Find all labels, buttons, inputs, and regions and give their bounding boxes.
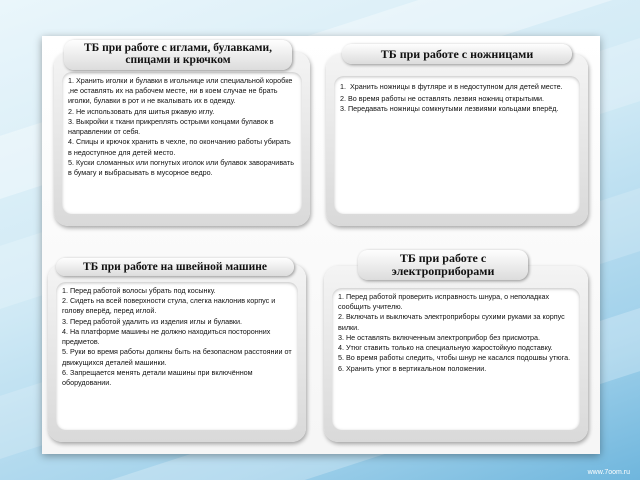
list-item: 3. Передавать ножницы сомкнутыми лезвиями кольцами вперёд. <box>340 104 559 114</box>
card-scissors-numbered <box>334 76 580 92</box>
card-needles-title: ТБ при работе с иглами, булавками, спицами и крючком <box>64 40 292 70</box>
list-item: 1. Перед работой волосы убрать под косынку. <box>62 286 216 295</box>
list-item: 4. Утюг ставить только на специальную жаростойкую подставку. <box>338 343 553 353</box>
card-electrical <box>324 266 588 442</box>
list-item: 3. Перед работой удалить из изделия иглы и булавки. <box>62 316 243 326</box>
card-needles-body <box>62 72 302 214</box>
card-needles <box>54 52 310 226</box>
card-electrical-title: ТБ при работе с электроприборами <box>358 250 528 280</box>
card-electrical-list <box>332 288 580 374</box>
card-sewing-title: ТБ при работе на швейной машине <box>56 258 294 276</box>
list-item: 4. На платформе машины не должно находиться посторонних предметов. <box>62 326 271 347</box>
site-watermark: www.7oom.ru <box>587 469 630 476</box>
card-needles-list <box>62 72 302 178</box>
card-scissors-body <box>334 76 580 214</box>
card-sewing-body <box>56 282 298 430</box>
list-item: 5. Руки во время работы должны быть на безопасном расстоянии от движущихся деталей машинки. <box>62 347 292 367</box>
card-electrical-body <box>332 288 580 430</box>
list-item: 1. Хранить иголки и булавки в игольнице или специальной коробке ,не оставлять их на рабочем месте, ни в коем случае не брать иголки, булавки в рот и не вкалывать их в одежду. <box>68 76 293 106</box>
list-item: 2. Во время работы не оставлять лезвия ножниц открытыми. <box>340 94 545 104</box>
list-item: 2. Сидеть на всей поверхности стула, слегка наклонив корпус и голову вперёд, перед иглой. <box>62 296 276 316</box>
list-item: 1. Хранить ножницы в футляре и в недоступном для детей месте. <box>348 82 574 92</box>
card-scissors-title: ТБ при работе с ножницами <box>342 44 572 64</box>
list-item: 5. Куски сломанных или погнутых иголок или булавок заворачивать в бумагу и выбрасывать в мусорное ведро. <box>68 157 294 177</box>
list-item: 1. Перед работой проверить исправность шнура, о неполадках сообщить учителю. <box>338 292 550 312</box>
list-item: 3. Выкройки к ткани прикреплять острыми концами булавок в направлении от себя. <box>68 116 274 137</box>
card-sewing-list <box>56 282 298 388</box>
list-item: 2. Включать и выключать электроприборы сухими руками за корпус вилки. <box>338 312 565 332</box>
slide <box>42 36 600 454</box>
card-scissors <box>326 54 588 226</box>
list-item: 2. Не использовать для шитья ржавую иглу. <box>68 106 215 116</box>
card-scissors-list <box>334 92 580 114</box>
list-item: 4. Спицы и крючок хранить в чехле, по окончанию работы убирать в недоступное для детей место. <box>68 137 291 157</box>
list-item: 5. Во время работы следить, чтобы шнур не касался подошвы утюга. <box>338 353 571 363</box>
card-sewing <box>48 264 306 442</box>
list-item: 6. Хранить утюг в вертикальном положении. <box>338 363 487 373</box>
list-item: 6. Запрещается менять детали машины при включённом оборудовании. <box>62 367 253 387</box>
list-item: 3. Не оставлять включенным электроприбор без присмотра. <box>338 332 540 342</box>
